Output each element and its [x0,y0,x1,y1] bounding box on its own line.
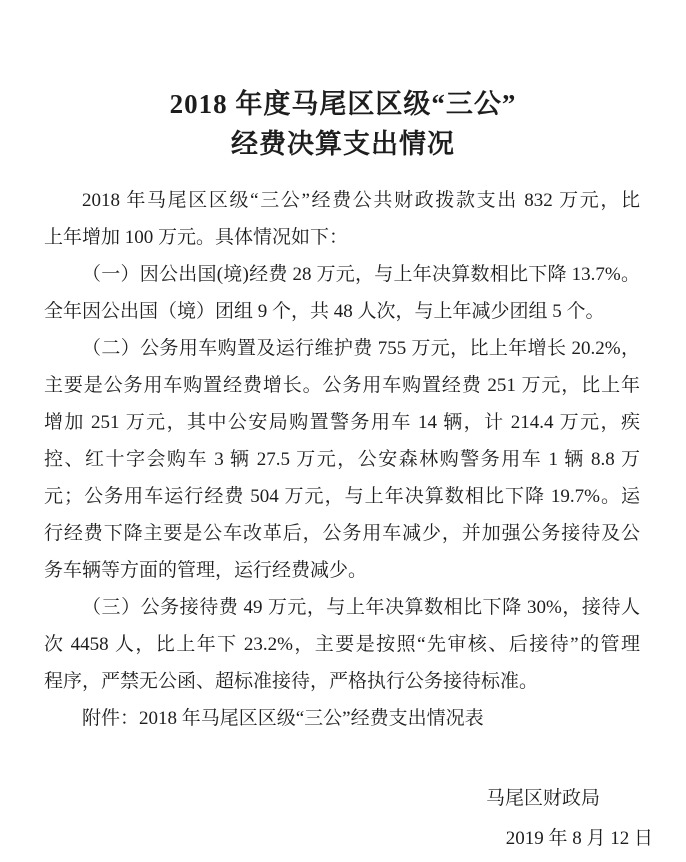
body-line: 主要是公务用车购置经费增长。公务用车购置经费 251 万元，比上年 [44,375,640,396]
paragraph [44,330,640,589]
body-line: 元；公务用车运行经费 504 万元，与上年决算数相比下降 19.7%。运 [44,486,640,507]
document-title [0,84,686,164]
body-line: 务车辆等方面的管理，运行经费减少。 [44,560,368,581]
body-line: （三）公务接待费 49 万元，与上年决算数相比下降 30%，接待人 [82,597,640,618]
body-line: （一）因公出国(境)经费 28 万元，与上年决算数相比下降 13.7%。 [82,264,640,285]
body-line: 控、红十字会购车 3 辆 27.5 万元，公安森林购警务用车 1 辆 8.8 万 [44,449,640,470]
signature-department: 马尾区财政局 [485,788,600,809]
attachment-note: 附件：2018 年马尾区区级“三公”经费支出情况表 [82,708,484,729]
body-line: 2018 年马尾区区级“三公”经费公共财政拨款支出 832 万元，比 [82,190,640,211]
body-line: 全年因公出国（境）团组 9 个，共 48 人次，与上年减少团组 5 个。 [44,301,605,322]
signature-date: 2019 年 8 月 12 日 [505,828,653,849]
document-body [44,182,640,700]
body-line: 次 4458 人，比上年下 23.2%，主要是按照“先审核、后接待”的管理 [44,634,640,655]
body-line: （二）公务用车购置及运行维护费 755 万元，比上年增长 20.2%， [82,338,640,359]
title-line-2: 经费决算支出情况 [231,129,455,159]
paragraph [44,182,640,256]
body-line: 上年增加 100 万元。具体情况如下： [44,227,349,248]
body-line: 增加 251 万元，其中公安局购置警务用车 14 辆，计 214.4 万元，疾 [44,412,640,433]
body-line: 行经费下降主要是公车改革后，公务用车减少，并加强公务接待及公 [44,523,640,544]
title-line-1: 2018 年度马尾区区级“三公” [169,89,517,119]
signature-block [0,779,686,859]
paragraph [44,589,640,700]
body-line: 程序，严禁无公函、超标准接待，严格执行公务接待标准。 [44,671,539,692]
paragraph [44,256,640,330]
